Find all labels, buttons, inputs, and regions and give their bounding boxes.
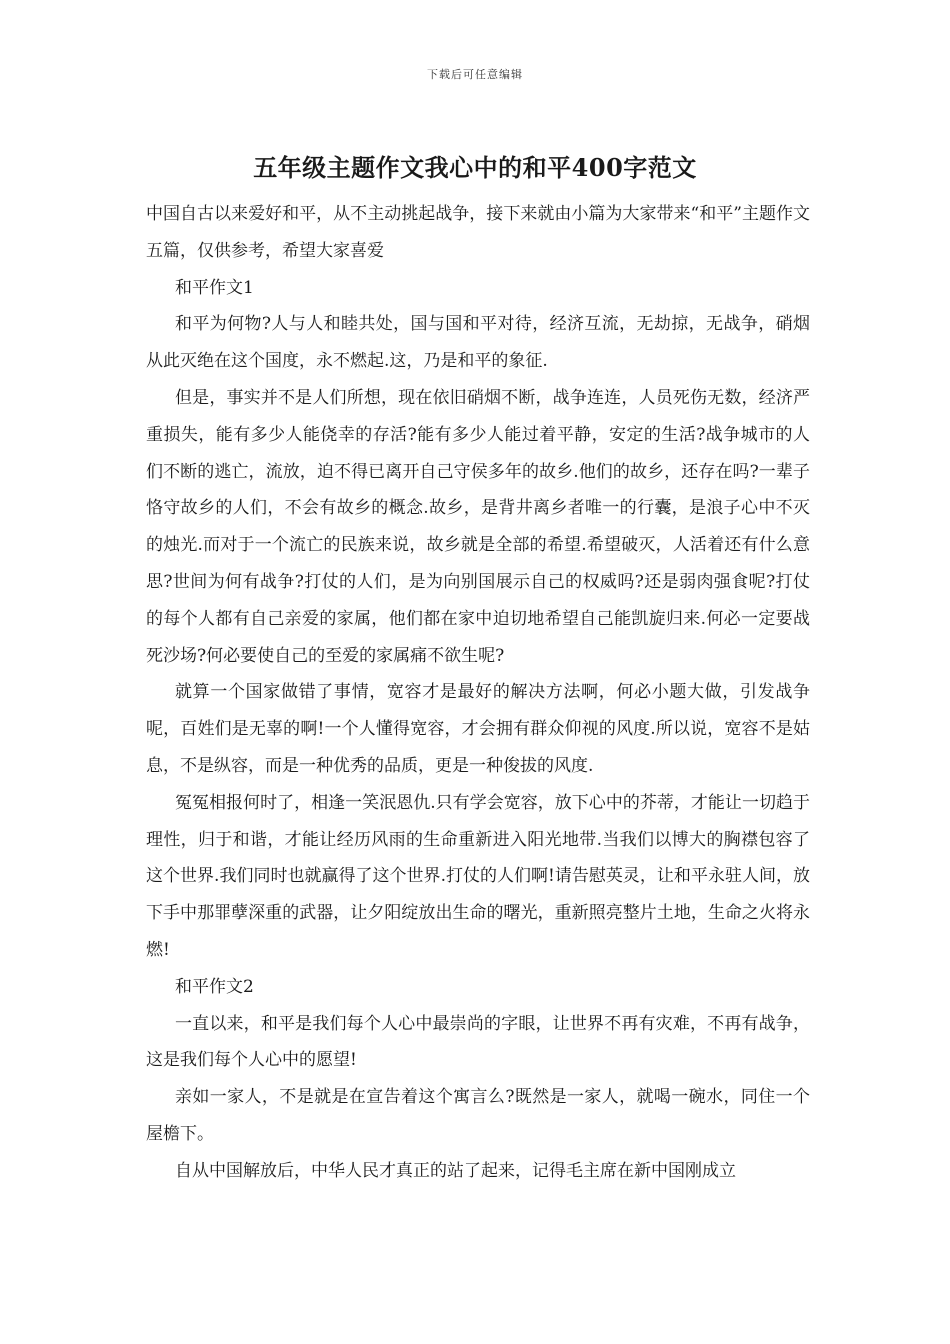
paragraph: 自从中国解放后，中华人民才真正的站了起来，记得毛主席在新中国刚成立 [175, 1160, 736, 1181]
document-body [146, 196, 810, 1190]
intro-paragraph: 中国自古以来爱好和平，从不主动挑起战争，接下来就由小篇为大家带来“和平”主题作文五篇，仅供参考，希望大家喜爱 [146, 204, 810, 261]
paragraph: 亲如一家人，不是就是在宣告着这个寓言么?既然是一家人，就喝一碗水，同住一个屋檐下。 [146, 1087, 810, 1144]
section-heading-1: 和平作文1 [175, 277, 254, 298]
section-heading-2: 和平作文2 [175, 976, 254, 997]
document-title: 五年级主题作文我心中的和平400字范文 [253, 153, 697, 182]
header-note: 下载后可任意编辑 [427, 68, 523, 81]
paragraph: 就算一个国家做错了事情，宽容才是最好的解决方法啊，何必小题大做，引发战争呢，百姓们是无辜的啊!一个人懂得宽容，才会拥有群众仰视的风度.所以说，宽容不是姑息，不是纵容，而是一种优秀的品质，更是一种俊拔的风度. [146, 682, 810, 776]
paragraph: 冤冤相报何时了，相逢一笑泯恩仇.只有学会宽容，放下心中的芥蒂，才能让一切趋于理性，归于和谐，才能让经历风雨的生命重新进入阳光地带.当我们以博大的胸襟包容了这个世界.我们同时也就赢得了这个世界.打仗的人们啊!请告慰英灵，让和平永驻人间，放下手中那罪孽深重的武器，让夕阳绽放出生命的曙光，重新照亮整片土地，生命之火将永燃! [146, 792, 810, 960]
paragraph: 一直以来，和平是我们每个人心中最崇尚的字眼，让世界不再有灾难，不再有战争，这是我们每个人心中的愿望! [146, 1013, 810, 1071]
paragraph: 和平为何物?人与人和睦共处，国与国和平对待，经济互流，无劫掠，无战争，硝烟从此灭绝在这个国度，永不燃起.这，乃是和平的象征. [146, 314, 810, 372]
paragraph: 但是，事实并不是人们所想，现在依旧硝烟不断，战争连连，人员死伤无数，经济严重损失，能有多少人能侥幸的存活?能有多少人能过着平静，安定的生活?战争城市的人们不断的逃亡，流放，迫不得已离开自己守侯多年的故乡.他们的故乡，还存在吗?一辈子恪守故乡的人们，不会有故乡的概念.故乡，是背井离乡者唯一的行囊，是浪子心中不灭的烛光.而对于一个流亡的民族来说，故乡就是全部的希望.希望破灭，人活着还有什么意思?世间为何有战争?打仗的人们，是为向别国展示自己的权威吗?还是弱肉强食呢?打仗的每个人都有自己亲爱的家属，他们都在家中迫切地希望自己能凯旋归来.何必一定要战死沙场?何必要使自己的至爱的家属痛不欲生呢? [146, 387, 810, 666]
